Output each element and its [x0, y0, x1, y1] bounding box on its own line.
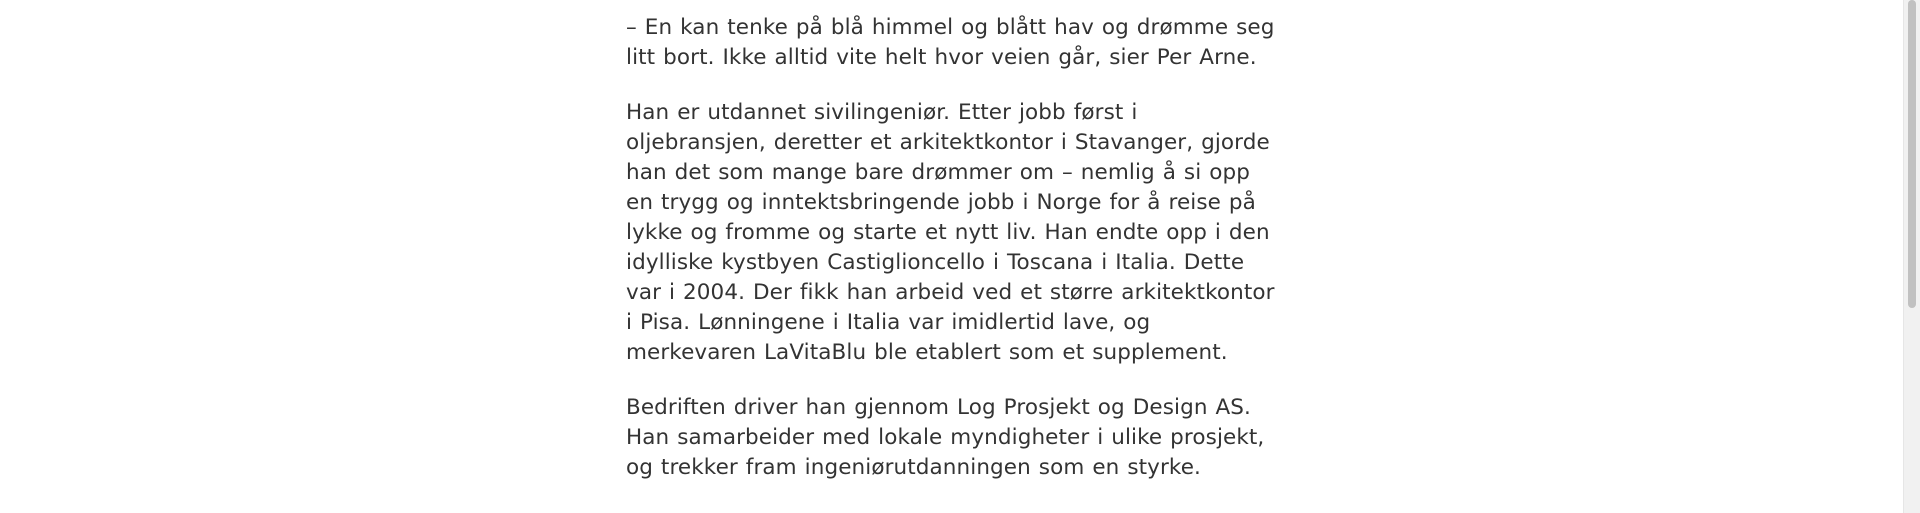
article-body [626, 13, 1276, 508]
vertical-scrollbar[interactable] [1903, 0, 1920, 513]
scrollbar-thumb[interactable] [1908, 0, 1916, 308]
article-paragraph-quote: – En kan tenke på blå himmel og blått hav og drømme seg litt bort. Ikke alltid vite helt hvor veien går, sier Per Arne. [626, 15, 1275, 70]
article-paragraph-background: Han er utdannet sivilingeniør. Etter jobb først i oljebransjen, deretter et arkitektkontor i Stavanger, gjorde han det som mange bare drømmer om – nemlig å si opp en trygg og inntektsbringende jobb i Norge for å reise på lykke og fromme og starte et nytt liv. Han endte opp i den idylliske kystbyen Castiglioncello i Toscana i Italia. Dette var i 2004. Der fikk han arbeid ved et større arkitektkontor i Pisa. Lønningene i Italia var imidlertid lave, og merkevaren LaVitaBlu ble etablert som et supplement. [626, 100, 1275, 365]
article-paragraph-business: Bedriften driver han gjennom Log Prosjekt og Design AS. Han samarbeider med lokale myndigheter i ulike prosjekt, og trekker fram ingeniørutdanningen som en styrke. [626, 395, 1265, 480]
